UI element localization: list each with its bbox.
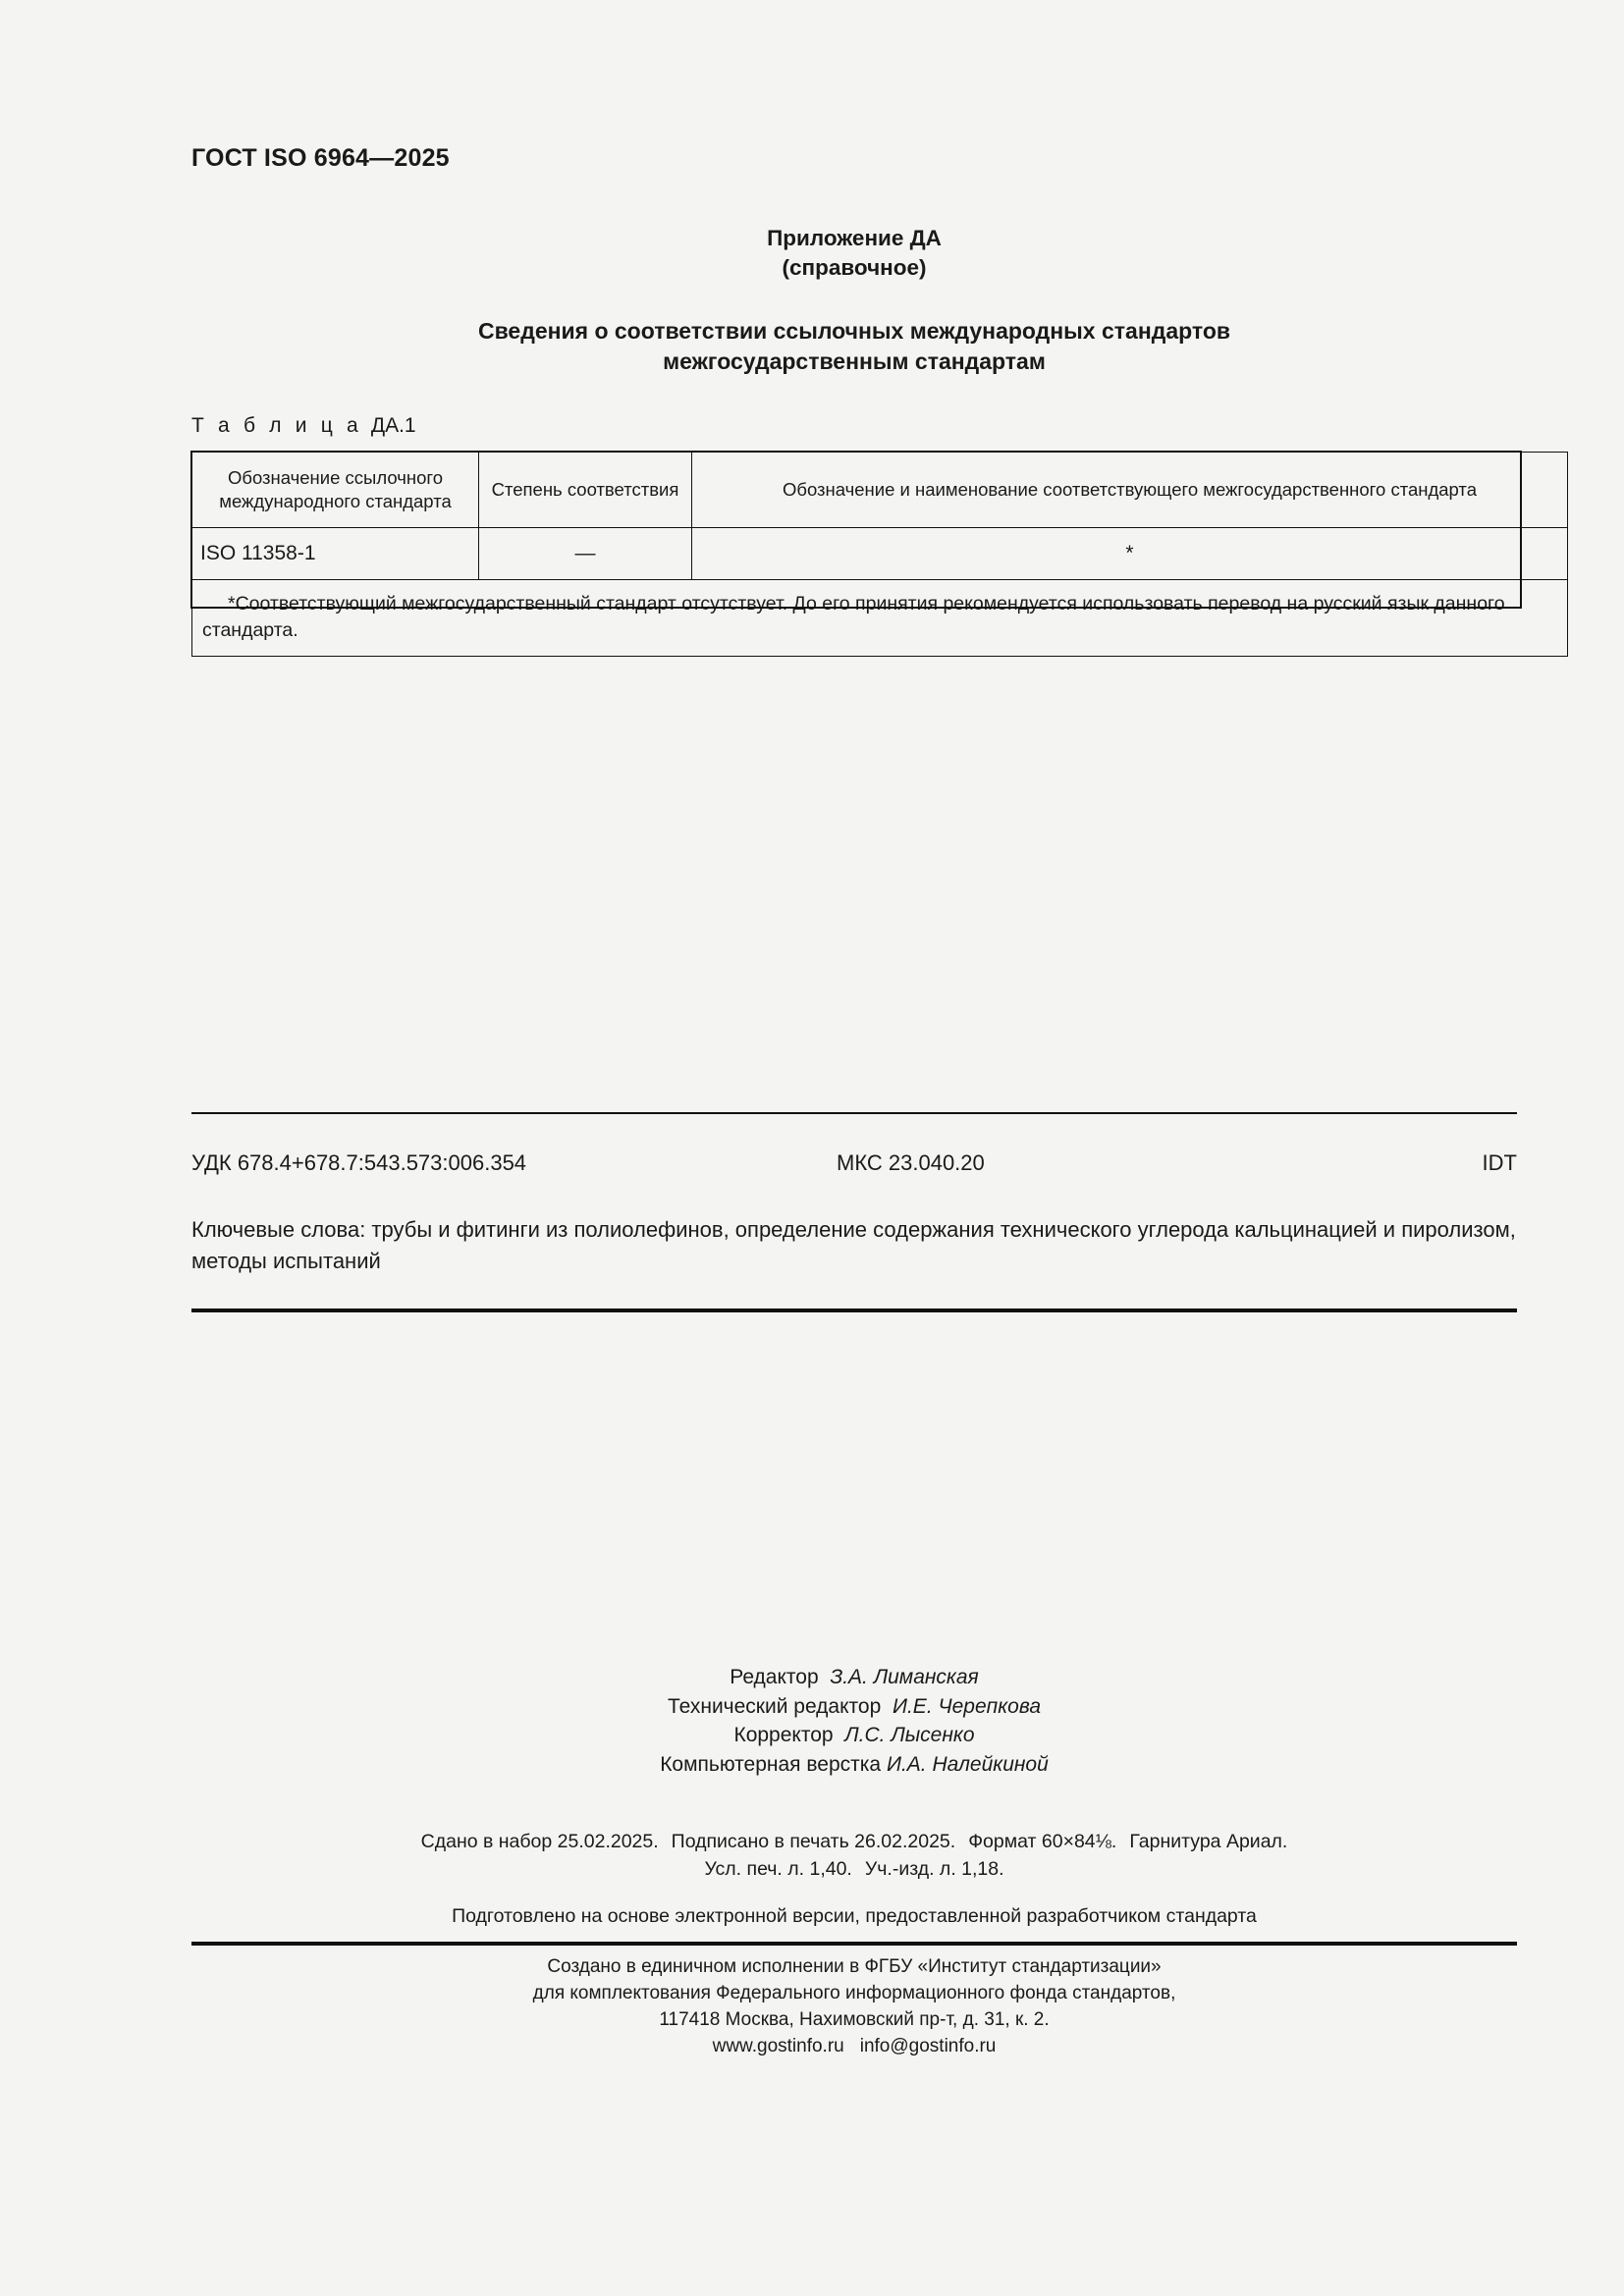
table-body bbox=[192, 528, 1568, 580]
table-footnote-row bbox=[192, 580, 1568, 657]
credit-editor-label: Редактор bbox=[730, 1666, 819, 1688]
credit-editor-name: З.А. Лиманская bbox=[830, 1666, 979, 1688]
publisher-contacts bbox=[713, 2033, 997, 2059]
table-header-row bbox=[192, 453, 1568, 528]
publisher-website[interactable]: www.gostinfo.ru bbox=[712, 2036, 844, 2056]
table-caption bbox=[191, 414, 416, 438]
publisher-line-2: для комплектования Федерального информационного фонда стандартов, bbox=[532, 1983, 1176, 2003]
imprint-block bbox=[191, 1828, 1517, 1883]
table-footnote-text: *Соответствующий межгосударственный стандарт отсутствует. До его принятия рекомендуется использовать перевод на русский язык данного стандарта. bbox=[202, 593, 1505, 641]
imprint-format: Формат 60×84⅛. bbox=[968, 1831, 1117, 1852]
table-head bbox=[192, 453, 1568, 528]
column-header-corresponding-standard: Обозначение и наименование соответствующего межгосударственного стандарта bbox=[692, 453, 1568, 528]
table-row bbox=[192, 528, 1568, 580]
conformity-table bbox=[191, 452, 1568, 657]
credit-technical-editor bbox=[191, 1692, 1517, 1722]
imprint-signed: Подписано в печать 26.02.2025. bbox=[671, 1831, 956, 1852]
publisher-email[interactable]: info@gostinfo.ru bbox=[859, 2036, 997, 2056]
conformity-code-idt: IDT bbox=[1482, 1150, 1517, 1175]
credit-corrector-name: Л.С. Лысенко bbox=[844, 1724, 975, 1746]
credit-technical-editor-name: И.Е. Черепкова bbox=[892, 1694, 1041, 1718]
rule-above-udk bbox=[191, 1112, 1517, 1114]
cell-reference-standard: ISO 11358-1 bbox=[192, 528, 479, 580]
imprint-submitted: Сдано в набор 25.02.2025. bbox=[420, 1831, 659, 1852]
credit-layout-label: Компьютерная верстка bbox=[660, 1752, 882, 1776]
table-footnote-cell bbox=[192, 580, 1568, 657]
credit-technical-editor-label: Технический редактор bbox=[667, 1694, 882, 1718]
imprint-line-2 bbox=[191, 1855, 1517, 1883]
credit-editor bbox=[191, 1663, 1517, 1692]
rule-above-publisher bbox=[191, 1942, 1517, 1946]
annex-subject bbox=[191, 316, 1517, 377]
credit-layout bbox=[191, 1750, 1517, 1780]
imprint-publisher-sheets: Уч.-изд. л. 1,18. bbox=[864, 1858, 1004, 1880]
udk-code: УДК 678.4+678.7:543.573:006.354 bbox=[191, 1150, 527, 1175]
annex-subject-line-1: Сведения о соответствии ссылочных международных стандартов bbox=[477, 318, 1231, 344]
annex-kind: (справочное) bbox=[782, 255, 927, 280]
imprint-typeface: Гарнитура Ариал. bbox=[1129, 1831, 1288, 1852]
column-header-degree-of-conformity: Степень соответствия bbox=[479, 453, 692, 528]
column-header-reference-standard: Обозначение ссылочного международного стандарта bbox=[192, 453, 479, 528]
table-caption-number: ДА.1 bbox=[370, 414, 416, 437]
table-caption-word: Т а б л и ц а bbox=[191, 414, 362, 437]
mks-code: МКС 23.040.20 bbox=[837, 1150, 985, 1175]
credit-layout-name: И.А. Налейкиной bbox=[886, 1752, 1049, 1776]
prepared-note: Подготовлено на основе электронной версии, предоставленной разработчиком стандарта bbox=[452, 1905, 1257, 1927]
annex-heading bbox=[191, 224, 1517, 377]
table-foot bbox=[192, 580, 1568, 657]
annex-title: Приложение ДА bbox=[767, 226, 942, 250]
keywords-text: Ключевые слова: трубы и фитинги из полиолефинов, определение содержания технического углерода кальцинацией и пиролизом, методы испытаний bbox=[191, 1217, 1516, 1273]
publisher-address: 117418 Москва, Нахимовский пр-т, д. 31, к. 2. bbox=[659, 2009, 1050, 2030]
publisher-line-1: Создано в единичном исполнении в ФГБУ «Институт стандартизации» bbox=[547, 1956, 1162, 1977]
rule-below-keywords bbox=[191, 1308, 1517, 1312]
credit-corrector bbox=[191, 1721, 1517, 1750]
running-header: ГОСТ ISO 6964—2025 bbox=[191, 144, 450, 172]
editorial-credits bbox=[191, 1663, 1517, 1779]
imprint-print-sheets: Усл. печ. л. 1,40. bbox=[704, 1858, 852, 1880]
annex-subject-line-2: межгосударственным стандартам bbox=[663, 348, 1046, 374]
cell-corresponding-standard: * bbox=[692, 528, 1568, 580]
imprint-line-1 bbox=[191, 1828, 1517, 1855]
cell-degree-of-conformity: — bbox=[479, 528, 692, 580]
publisher-block bbox=[191, 1953, 1517, 2059]
credit-corrector-label: Корректор bbox=[733, 1724, 834, 1746]
